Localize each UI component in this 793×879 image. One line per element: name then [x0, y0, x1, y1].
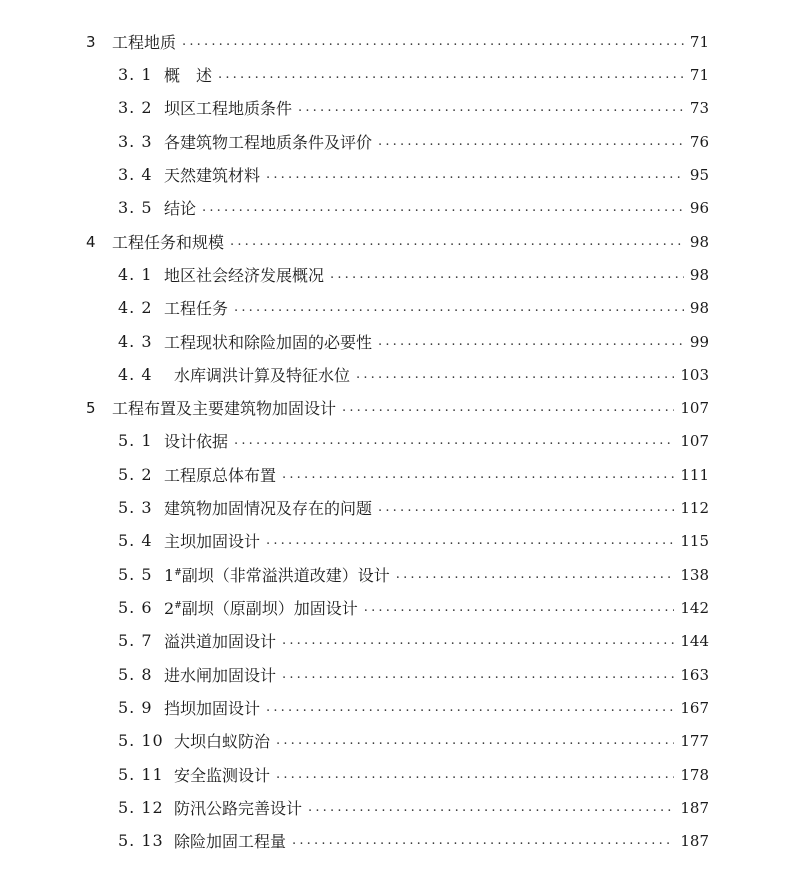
- dot-leader: [378, 333, 684, 351]
- toc-entry-3-2[interactable]: [0, 91, 793, 124]
- entry-title: 概 述: [164, 66, 213, 85]
- entry-number: 3. 4: [118, 165, 153, 184]
- dot-leader: [182, 33, 684, 51]
- toc-entry-5-4[interactable]: [0, 524, 793, 557]
- entry-page: 177: [680, 731, 709, 750]
- toc-entry-5-8[interactable]: [0, 658, 793, 691]
- dot-leader: [356, 366, 674, 384]
- entry-number: 5. 3: [118, 498, 153, 517]
- entry-title: 地区社会经济发展概况: [164, 266, 325, 285]
- entry-page: 111: [680, 465, 709, 484]
- entry-page: 187: [680, 798, 709, 817]
- title-superscript: #: [174, 601, 182, 611]
- entry-number: 5. 13: [118, 831, 164, 850]
- entry-title: 防汛公路完善设计: [174, 799, 303, 818]
- entry-number: 4. 1: [118, 265, 153, 284]
- entry-page: 76: [689, 132, 709, 151]
- toc-entry-4-3[interactable]: [0, 325, 793, 358]
- entry-page: 99: [689, 332, 709, 351]
- toc-entry-3[interactable]: [0, 25, 793, 58]
- entry-number: 5. 7: [118, 631, 153, 650]
- dot-leader: [396, 566, 675, 584]
- toc-entry-5-2[interactable]: [0, 458, 793, 491]
- entry-page: 71: [689, 65, 709, 84]
- title-prefix: 2: [164, 599, 175, 618]
- entry-page: 163: [680, 665, 709, 684]
- dot-leader: [230, 233, 684, 251]
- dot-leader: [276, 732, 674, 750]
- entry-page: 98: [689, 298, 709, 317]
- toc-entry-5-3[interactable]: [0, 491, 793, 524]
- entry-number: 5. 9: [118, 698, 153, 717]
- entry-page: 107: [680, 431, 709, 450]
- entry-number: 4. 4: [118, 365, 153, 384]
- dot-leader: [266, 699, 674, 717]
- dot-leader: [234, 432, 674, 450]
- dot-leader: [298, 99, 684, 117]
- toc-entry-5-11[interactable]: [0, 758, 793, 791]
- entry-number: 5: [86, 398, 96, 417]
- entry-page: 98: [689, 232, 709, 251]
- title-prefix: 1: [164, 566, 175, 585]
- entry-title: [164, 596, 358, 619]
- entry-number: 4: [86, 232, 96, 251]
- entry-title: 坝区工程地质条件: [164, 99, 293, 118]
- entry-page: 107: [680, 398, 709, 417]
- entry-title: 进水闸加固设计: [164, 666, 277, 685]
- entry-number: 3. 3: [118, 132, 153, 151]
- dot-leader: [282, 466, 674, 484]
- entry-number: 5. 8: [118, 665, 153, 684]
- entry-number: 5. 1: [118, 431, 153, 450]
- dot-leader: [282, 632, 674, 650]
- entry-number: 5. 5: [118, 565, 153, 584]
- dot-leader: [308, 799, 674, 817]
- toc-entry-5-6[interactable]: [0, 591, 793, 624]
- dot-leader: [292, 832, 674, 850]
- title-text: 副坝（原副坝）加固设计: [181, 599, 358, 618]
- dot-leader: [378, 499, 674, 517]
- entry-page: 95: [689, 165, 709, 184]
- toc-entry-4[interactable]: [0, 225, 793, 258]
- dot-leader: [276, 766, 674, 784]
- entry-page: 142: [680, 598, 709, 617]
- dot-leader: [234, 299, 684, 317]
- entry-page: 98: [689, 265, 709, 284]
- toc-entry-5-13[interactable]: [0, 824, 793, 857]
- entry-title: 主坝加固设计: [164, 532, 261, 551]
- toc-entry-5-5[interactable]: [0, 558, 793, 591]
- entry-page: 187: [680, 831, 709, 850]
- entry-title: [164, 563, 390, 586]
- entry-number: 5. 2: [118, 465, 153, 484]
- entry-title: 溢洪道加固设计: [164, 632, 277, 651]
- entry-page: 96: [689, 198, 709, 217]
- entry-page: 103: [680, 365, 709, 384]
- dot-leader: [330, 266, 684, 284]
- entry-number: 5. 11: [118, 765, 164, 784]
- dot-leader: [342, 399, 674, 417]
- toc-entry-3-3[interactable]: [0, 125, 793, 158]
- toc-entry-5-7[interactable]: [0, 624, 793, 657]
- entry-title: 工程地质: [112, 33, 177, 52]
- entry-title: 除险加固工程量: [174, 832, 287, 851]
- entry-number: 5. 10: [118, 731, 164, 750]
- entry-number: 5. 12: [118, 798, 164, 817]
- entry-number: 5. 4: [118, 531, 153, 550]
- entry-page: 115: [680, 531, 709, 550]
- entry-title: 水库调洪计算及特征水位: [174, 366, 351, 385]
- toc-entry-5-10[interactable]: [0, 724, 793, 757]
- entry-title: 工程任务: [164, 299, 229, 318]
- title-text: 副坝（非常溢洪道改建）设计: [181, 566, 390, 585]
- dot-leader: [266, 532, 674, 550]
- entry-title: 建筑物加固情况及存在的问题: [164, 499, 373, 518]
- entry-title: 挡坝加固设计: [164, 699, 261, 718]
- entry-title: 各建筑物工程地质条件及评价: [164, 133, 373, 152]
- entry-page: 71: [689, 32, 709, 51]
- toc-entry-4-4[interactable]: [0, 358, 793, 391]
- entry-page: 112: [680, 498, 709, 517]
- toc-entry-3-4[interactable]: [0, 158, 793, 191]
- entry-title: 安全监测设计: [174, 766, 271, 785]
- entry-number: 5. 6: [118, 598, 153, 617]
- entry-number: 3. 2: [118, 98, 153, 117]
- toc-entry-5[interactable]: [0, 391, 793, 424]
- entry-title: 天然建筑材料: [164, 166, 261, 185]
- dot-leader: [202, 199, 684, 217]
- toc-entry-3-5[interactable]: [0, 191, 793, 224]
- entry-title: 设计依据: [164, 432, 229, 451]
- dot-leader: [378, 133, 684, 151]
- entry-page: 167: [680, 698, 709, 717]
- entry-page: 138: [680, 565, 709, 584]
- toc-entry-3-1[interactable]: [0, 58, 793, 91]
- toc-entry-5-9[interactable]: [0, 691, 793, 724]
- entry-number: 3: [86, 32, 96, 51]
- entry-title: 工程任务和规模: [112, 233, 225, 252]
- entry-title: 工程布置及主要建筑物加固设计: [112, 399, 337, 418]
- toc-entry-4-2[interactable]: [0, 291, 793, 324]
- entry-number: 4. 3: [118, 332, 153, 351]
- dot-leader: [218, 66, 684, 84]
- entry-title: 工程原总体布置: [164, 466, 277, 485]
- entry-title: 大坝白蚁防治: [174, 732, 271, 751]
- entry-number: 3. 5: [118, 198, 153, 217]
- entry-number: 4. 2: [118, 298, 153, 317]
- entry-page: 178: [680, 765, 709, 784]
- entry-title: 工程现状和除险加固的必要性: [164, 333, 373, 352]
- title-superscript: #: [174, 568, 182, 578]
- toc-entry-5-1[interactable]: [0, 424, 793, 457]
- entry-number: 3. 1: [118, 65, 153, 84]
- entry-page: 144: [680, 631, 709, 650]
- dot-leader: [364, 599, 675, 617]
- entry-title: 结论: [164, 199, 197, 218]
- dot-leader: [282, 666, 674, 684]
- entry-page: 73: [689, 98, 709, 117]
- toc-entry-5-12[interactable]: [0, 791, 793, 824]
- toc-entry-4-1[interactable]: [0, 258, 793, 291]
- dot-leader: [266, 166, 684, 184]
